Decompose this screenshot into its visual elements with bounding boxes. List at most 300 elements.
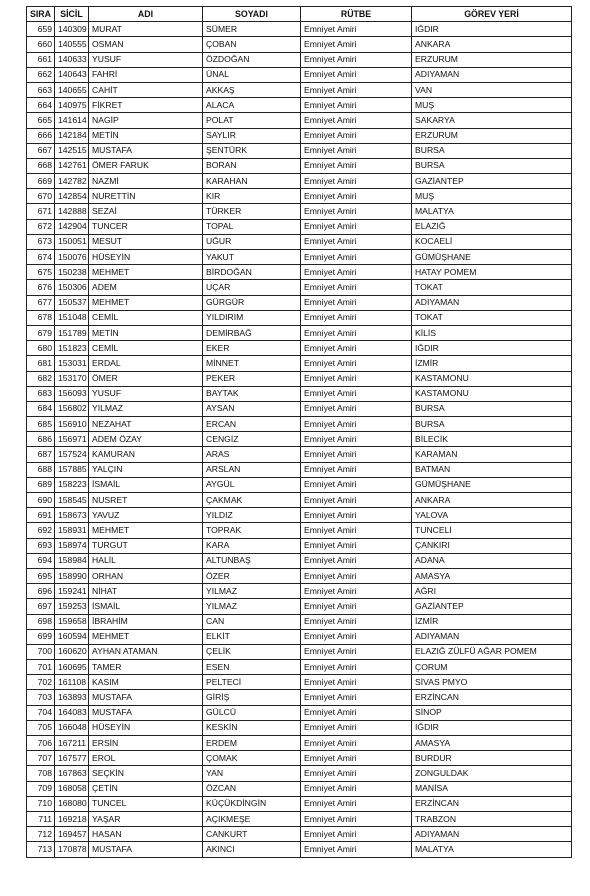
cell-adi: NAGİP (89, 113, 203, 128)
table-row (27, 720, 572, 735)
cell-rutbe: Emniyet Amiri (301, 189, 412, 204)
cell-gorev-yeri: IĞDIR (412, 22, 572, 37)
cell-sira: 689 (27, 477, 55, 492)
cell-sicil: 167577 (55, 751, 89, 766)
cell-soyadi: ŞENTÜRK (203, 143, 301, 158)
table-row (27, 82, 572, 97)
cell-sira: 666 (27, 128, 55, 143)
cell-sira: 687 (27, 447, 55, 462)
cell-gorev-yeri: ÇANKIRI (412, 538, 572, 553)
cell-adi: AYHAN ATAMAN (89, 644, 203, 659)
cell-sira: 702 (27, 675, 55, 690)
cell-adi: YALÇIN (89, 462, 203, 477)
cell-soyadi: AKKAŞ (203, 82, 301, 97)
cell-sicil: 168080 (55, 796, 89, 811)
cell-gorev-yeri: ANKARA (412, 493, 572, 508)
table-row (27, 295, 572, 310)
cell-sicil: 140633 (55, 52, 89, 67)
cell-rutbe: Emniyet Amiri (301, 599, 412, 614)
cell-rutbe: Emniyet Amiri (301, 143, 412, 158)
cell-rutbe: Emniyet Amiri (301, 644, 412, 659)
cell-sicil: 169218 (55, 811, 89, 826)
cell-sira: 669 (27, 174, 55, 189)
cell-rutbe: Emniyet Amiri (301, 614, 412, 629)
cell-rutbe: Emniyet Amiri (301, 401, 412, 416)
cell-sira: 685 (27, 417, 55, 432)
cell-rutbe: Emniyet Amiri (301, 417, 412, 432)
cell-soyadi: KÜÇÜKDİNGİN (203, 796, 301, 811)
cell-sicil: 150051 (55, 234, 89, 249)
cell-gorev-yeri: TRABZON (412, 811, 572, 826)
personnel-table (26, 6, 572, 858)
cell-sira: 674 (27, 250, 55, 265)
cell-sicil: 142904 (55, 219, 89, 234)
table-row (27, 401, 572, 416)
table-row (27, 629, 572, 644)
cell-sicil: 158974 (55, 538, 89, 553)
cell-adi: MEHMET (89, 265, 203, 280)
cell-gorev-yeri: ADIYAMAN (412, 629, 572, 644)
cell-adi: MUSTAFA (89, 143, 203, 158)
cell-soyadi: KESKİN (203, 720, 301, 735)
cell-sicil: 142761 (55, 158, 89, 173)
cell-rutbe: Emniyet Amiri (301, 432, 412, 447)
cell-rutbe: Emniyet Amiri (301, 265, 412, 280)
cell-soyadi: CAN (203, 614, 301, 629)
table-row (27, 477, 572, 492)
cell-adi: EROL (89, 751, 203, 766)
cell-rutbe: Emniyet Amiri (301, 538, 412, 553)
cell-sira: 688 (27, 462, 55, 477)
cell-rutbe: Emniyet Amiri (301, 477, 412, 492)
table-row (27, 568, 572, 583)
cell-gorev-yeri: BATMAN (412, 462, 572, 477)
cell-gorev-yeri: ELAZIĞ ZÜLFÜ AĞAR POMEM (412, 644, 572, 659)
table-row (27, 143, 572, 158)
cell-rutbe: Emniyet Amiri (301, 341, 412, 356)
cell-sira: 691 (27, 508, 55, 523)
cell-soyadi: BORAN (203, 158, 301, 173)
cell-soyadi: YAKUT (203, 250, 301, 265)
cell-sicil: 150537 (55, 295, 89, 310)
cell-rutbe: Emniyet Amiri (301, 508, 412, 523)
table-row (27, 842, 572, 857)
cell-gorev-yeri: BURSA (412, 143, 572, 158)
cell-sicil: 159658 (55, 614, 89, 629)
header-rutbe: RÜTBE (301, 7, 412, 22)
table-row (27, 22, 572, 37)
cell-sira: 700 (27, 644, 55, 659)
cell-adi: ÇETİN (89, 781, 203, 796)
table-row (27, 751, 572, 766)
cell-adi: ERSİN (89, 736, 203, 751)
cell-sicil: 140975 (55, 98, 89, 113)
cell-sira: 679 (27, 325, 55, 340)
cell-soyadi: AKINCI (203, 842, 301, 857)
cell-sira: 705 (27, 720, 55, 735)
cell-soyadi: PELTECİ (203, 675, 301, 690)
cell-sira: 695 (27, 568, 55, 583)
cell-rutbe: Emniyet Amiri (301, 219, 412, 234)
cell-gorev-yeri: IĞDIR (412, 341, 572, 356)
cell-rutbe: Emniyet Amiri (301, 781, 412, 796)
cell-sira: 696 (27, 584, 55, 599)
cell-sicil: 141614 (55, 113, 89, 128)
cell-gorev-yeri: ERZURUM (412, 128, 572, 143)
cell-gorev-yeri: ZONGULDAK (412, 766, 572, 781)
cell-sira: 678 (27, 310, 55, 325)
cell-gorev-yeri: AMASYA (412, 568, 572, 583)
cell-sira: 667 (27, 143, 55, 158)
cell-sicil: 140309 (55, 22, 89, 37)
cell-soyadi: YAN (203, 766, 301, 781)
cell-adi: YAVUZ (89, 508, 203, 523)
cell-sira: 692 (27, 523, 55, 538)
table-row (27, 128, 572, 143)
cell-adi: ADEM (89, 280, 203, 295)
cell-soyadi: ÇOBAN (203, 37, 301, 52)
cell-soyadi: CENGİZ (203, 432, 301, 447)
cell-rutbe: Emniyet Amiri (301, 128, 412, 143)
cell-sicil: 168058 (55, 781, 89, 796)
cell-soyadi: GİRİŞ (203, 690, 301, 705)
cell-sira: 712 (27, 827, 55, 842)
cell-sicil: 140555 (55, 37, 89, 52)
cell-sicil: 153170 (55, 371, 89, 386)
table-row (27, 174, 572, 189)
cell-rutbe: Emniyet Amiri (301, 37, 412, 52)
cell-soyadi: BAYTAK (203, 386, 301, 401)
cell-soyadi: ESEN (203, 660, 301, 675)
cell-adi: HÜSEYİN (89, 720, 203, 735)
cell-sicil: 158984 (55, 553, 89, 568)
cell-rutbe: Emniyet Amiri (301, 356, 412, 371)
cell-sicil: 158545 (55, 493, 89, 508)
cell-gorev-yeri: BİLECİK (412, 432, 572, 447)
cell-sira: 681 (27, 356, 55, 371)
cell-sicil: 158931 (55, 523, 89, 538)
cell-sicil: 159253 (55, 599, 89, 614)
cell-rutbe: Emniyet Amiri (301, 280, 412, 295)
cell-rutbe: Emniyet Amiri (301, 98, 412, 113)
cell-gorev-yeri: ERZURUM (412, 52, 572, 67)
cell-gorev-yeri: GÜMÜŞHANE (412, 250, 572, 265)
table-row (27, 493, 572, 508)
cell-adi: MESUT (89, 234, 203, 249)
cell-sicil: 140655 (55, 82, 89, 97)
cell-gorev-yeri: AMASYA (412, 736, 572, 751)
cell-rutbe: Emniyet Amiri (301, 447, 412, 462)
cell-soyadi: ELKİT (203, 629, 301, 644)
cell-soyadi: PEKER (203, 371, 301, 386)
cell-adi: ADEM ÖZAY (89, 432, 203, 447)
cell-sira: 659 (27, 22, 55, 37)
cell-gorev-yeri: İZMİR (412, 356, 572, 371)
cell-sicil: 153031 (55, 356, 89, 371)
cell-soyadi: ARAS (203, 447, 301, 462)
cell-soyadi: UÇAR (203, 280, 301, 295)
cell-gorev-yeri: ELAZIĞ (412, 219, 572, 234)
cell-gorev-yeri: SAKARYA (412, 113, 572, 128)
cell-gorev-yeri: ANKARA (412, 37, 572, 52)
cell-rutbe: Emniyet Amiri (301, 174, 412, 189)
header-sira: SIRA (27, 7, 55, 22)
cell-sicil: 160620 (55, 644, 89, 659)
table-row (27, 736, 572, 751)
cell-adi: KASIM (89, 675, 203, 690)
table-row (27, 553, 572, 568)
table-row (27, 781, 572, 796)
cell-adi: HALİL (89, 553, 203, 568)
cell-sicil: 151048 (55, 310, 89, 325)
cell-adi: MEHMET (89, 629, 203, 644)
cell-adi: ERDAL (89, 356, 203, 371)
cell-sira: 710 (27, 796, 55, 811)
cell-gorev-yeri: SİVAS PMYO (412, 675, 572, 690)
table-row (27, 523, 572, 538)
cell-rutbe: Emniyet Amiri (301, 462, 412, 477)
cell-rutbe: Emniyet Amiri (301, 22, 412, 37)
cell-sicil: 166048 (55, 720, 89, 735)
table-row (27, 234, 572, 249)
cell-adi: YILMAZ (89, 401, 203, 416)
cell-gorev-yeri: KARAMAN (412, 447, 572, 462)
cell-adi: ÖMER (89, 371, 203, 386)
cell-adi: MURAT (89, 22, 203, 37)
cell-sira: 673 (27, 234, 55, 249)
cell-soyadi: UĞUR (203, 234, 301, 249)
cell-adi: OSMAN (89, 37, 203, 52)
cell-rutbe: Emniyet Amiri (301, 493, 412, 508)
cell-sicil: 142515 (55, 143, 89, 158)
cell-soyadi: GÜLCÜ (203, 705, 301, 720)
cell-adi: CEMİL (89, 310, 203, 325)
cell-gorev-yeri: ADIYAMAN (412, 295, 572, 310)
table-row (27, 690, 572, 705)
cell-rutbe: Emniyet Amiri (301, 568, 412, 583)
cell-adi: ÖMER FARUK (89, 158, 203, 173)
table-row (27, 796, 572, 811)
cell-soyadi: ÖZCAN (203, 781, 301, 796)
cell-soyadi: YILDIZ (203, 508, 301, 523)
cell-rutbe: Emniyet Amiri (301, 250, 412, 265)
cell-gorev-yeri: ADANA (412, 553, 572, 568)
cell-gorev-yeri: VAN (412, 82, 572, 97)
cell-sicil: 156093 (55, 386, 89, 401)
table-row (27, 675, 572, 690)
cell-sicil: 158223 (55, 477, 89, 492)
table-row (27, 599, 572, 614)
cell-rutbe: Emniyet Amiri (301, 736, 412, 751)
header-sicil: SİCİL (55, 7, 89, 22)
cell-sicil: 142184 (55, 128, 89, 143)
cell-sicil: 160594 (55, 629, 89, 644)
table-row (27, 386, 572, 401)
cell-sicil: 150076 (55, 250, 89, 265)
table-row (27, 250, 572, 265)
cell-rutbe: Emniyet Amiri (301, 796, 412, 811)
cell-adi: İSMAİL (89, 477, 203, 492)
cell-adi: MEHMET (89, 295, 203, 310)
cell-soyadi: POLAT (203, 113, 301, 128)
cell-soyadi: SÜMER (203, 22, 301, 37)
cell-soyadi: GÜRGÜR (203, 295, 301, 310)
cell-adi: NUSRET (89, 493, 203, 508)
cell-gorev-yeri: KASTAMONU (412, 371, 572, 386)
cell-soyadi: ALTUNBAŞ (203, 553, 301, 568)
cell-sira: 677 (27, 295, 55, 310)
cell-gorev-yeri: SİNOP (412, 705, 572, 720)
cell-sira: 698 (27, 614, 55, 629)
cell-adi: HÜSEYİN (89, 250, 203, 265)
cell-soyadi: SAYLIR (203, 128, 301, 143)
cell-rutbe: Emniyet Amiri (301, 811, 412, 826)
table-row (27, 356, 572, 371)
cell-rutbe: Emniyet Amiri (301, 295, 412, 310)
cell-sicil: 157524 (55, 447, 89, 462)
cell-sicil: 163893 (55, 690, 89, 705)
table-row (27, 310, 572, 325)
cell-sicil: 167863 (55, 766, 89, 781)
table-row (27, 827, 572, 842)
cell-sira: 683 (27, 386, 55, 401)
table-row (27, 325, 572, 340)
cell-sicil: 151823 (55, 341, 89, 356)
cell-rutbe: Emniyet Amiri (301, 584, 412, 599)
cell-sicil: 156802 (55, 401, 89, 416)
table-row (27, 432, 572, 447)
cell-adi: TUNCEL (89, 796, 203, 811)
cell-sira: 690 (27, 493, 55, 508)
cell-sicil: 150238 (55, 265, 89, 280)
cell-sira: 713 (27, 842, 55, 857)
cell-gorev-yeri: TOKAT (412, 310, 572, 325)
table-row (27, 37, 572, 52)
cell-gorev-yeri: BURSA (412, 158, 572, 173)
table-row (27, 219, 572, 234)
cell-sicil: 158673 (55, 508, 89, 523)
cell-sicil: 158990 (55, 568, 89, 583)
cell-gorev-yeri: ÇORUM (412, 660, 572, 675)
cell-rutbe: Emniyet Amiri (301, 751, 412, 766)
cell-sira: 680 (27, 341, 55, 356)
cell-rutbe: Emniyet Amiri (301, 386, 412, 401)
cell-adi: METİN (89, 325, 203, 340)
cell-soyadi: TOPAL (203, 219, 301, 234)
cell-sira: 706 (27, 736, 55, 751)
cell-sira: 660 (27, 37, 55, 52)
cell-sira: 670 (27, 189, 55, 204)
cell-gorev-yeri: KOCAELİ (412, 234, 572, 249)
cell-adi: NAZMİ (89, 174, 203, 189)
cell-rutbe: Emniyet Amiri (301, 52, 412, 67)
cell-soyadi: KARA (203, 538, 301, 553)
cell-soyadi: YILMAZ (203, 599, 301, 614)
table-row (27, 265, 572, 280)
cell-gorev-yeri: GAZİANTEP (412, 174, 572, 189)
cell-sira: 675 (27, 265, 55, 280)
cell-adi: ORHAN (89, 568, 203, 583)
table-row (27, 811, 572, 826)
cell-sicil: 169457 (55, 827, 89, 842)
cell-soyadi: ÇOMAK (203, 751, 301, 766)
cell-sicil: 142888 (55, 204, 89, 219)
table-row (27, 52, 572, 67)
cell-gorev-yeri: MUŞ (412, 189, 572, 204)
cell-rutbe: Emniyet Amiri (301, 690, 412, 705)
cell-adi: NURETTİN (89, 189, 203, 204)
cell-soyadi: TÜRKER (203, 204, 301, 219)
cell-soyadi: ÇELİK (203, 644, 301, 659)
cell-soyadi: KARAHAN (203, 174, 301, 189)
cell-sira: 699 (27, 629, 55, 644)
cell-sira: 682 (27, 371, 55, 386)
cell-adi: İSMAİL (89, 599, 203, 614)
cell-soyadi: ERDEM (203, 736, 301, 751)
cell-adi: HASAN (89, 827, 203, 842)
cell-adi: KAMURAN (89, 447, 203, 462)
cell-sira: 694 (27, 553, 55, 568)
cell-sicil: 156910 (55, 417, 89, 432)
cell-soyadi: AYGÜL (203, 477, 301, 492)
cell-gorev-yeri: BURSA (412, 401, 572, 416)
cell-sira: 676 (27, 280, 55, 295)
table-row (27, 67, 572, 82)
cell-rutbe: Emniyet Amiri (301, 842, 412, 857)
cell-soyadi: ÇAKMAK (203, 493, 301, 508)
header-gorev-yeri: GÖREV YERİ (412, 7, 572, 22)
cell-adi: TAMER (89, 660, 203, 675)
table-row (27, 371, 572, 386)
cell-adi: SEZAİ (89, 204, 203, 219)
table-row (27, 341, 572, 356)
cell-rutbe: Emniyet Amiri (301, 371, 412, 386)
cell-gorev-yeri: YALOVA (412, 508, 572, 523)
cell-adi: YUSUF (89, 52, 203, 67)
cell-rutbe: Emniyet Amiri (301, 158, 412, 173)
cell-rutbe: Emniyet Amiri (301, 720, 412, 735)
cell-sira: 665 (27, 113, 55, 128)
cell-sicil: 151789 (55, 325, 89, 340)
cell-rutbe: Emniyet Amiri (301, 325, 412, 340)
cell-soyadi: ÜNAL (203, 67, 301, 82)
cell-soyadi: AYSAN (203, 401, 301, 416)
table-row (27, 204, 572, 219)
table-row (27, 280, 572, 295)
cell-rutbe: Emniyet Amiri (301, 523, 412, 538)
cell-adi: MUSTAFA (89, 690, 203, 705)
cell-sicil: 142782 (55, 174, 89, 189)
cell-adi: MUSTAFA (89, 705, 203, 720)
cell-soyadi: KIR (203, 189, 301, 204)
cell-rutbe: Emniyet Amiri (301, 766, 412, 781)
cell-sira: 684 (27, 401, 55, 416)
table-row (27, 189, 572, 204)
table-row (27, 158, 572, 173)
cell-sicil: 156971 (55, 432, 89, 447)
cell-adi: İBRAHİM (89, 614, 203, 629)
cell-soyadi: CANKURT (203, 827, 301, 842)
cell-adi: METİN (89, 128, 203, 143)
cell-rutbe: Emniyet Amiri (301, 67, 412, 82)
cell-sira: 671 (27, 204, 55, 219)
cell-gorev-yeri: MANİSA (412, 781, 572, 796)
cell-gorev-yeri: HATAY POMEM (412, 265, 572, 280)
cell-rutbe: Emniyet Amiri (301, 82, 412, 97)
cell-sicil: 142854 (55, 189, 89, 204)
cell-rutbe: Emniyet Amiri (301, 310, 412, 325)
cell-sicil: 157885 (55, 462, 89, 477)
